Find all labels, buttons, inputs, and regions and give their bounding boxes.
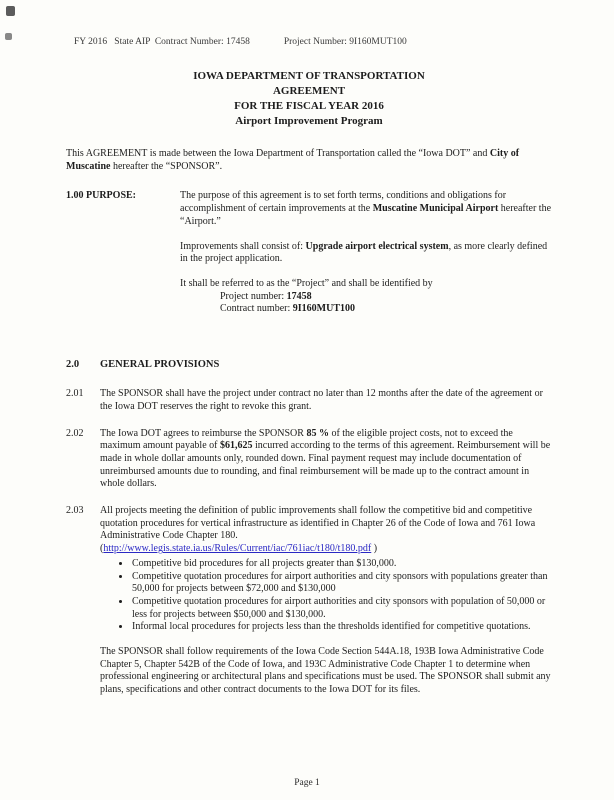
title-line-3: FOR THE FISCAL YEAR 2016 xyxy=(234,100,384,113)
closing-paragraph: The SPONSOR shall follow requirements of the Iowa Code Section 544A.18, 193B Iowa Administrative Code Chapter 5, Chapter 542B of the Code of Iowa, and 193C Administrative Code Chapter 1 to determine when professional engineering or architectural plans and specifications must be used. The SPONSOR shall submit any plans, specifications and other contract documents to the Iowa DOT for its files. xyxy=(100,645,551,696)
provision-intro xyxy=(100,505,552,556)
document-header xyxy=(66,36,552,48)
title-line-4: Airport Improvement Program xyxy=(235,115,383,128)
purpose-text: Improvements shall consist of: xyxy=(180,240,306,252)
title-line-1: IOWA DEPARTMENT OF TRANSPORTATION xyxy=(193,70,425,83)
provision-text: All projects meeting the definition of public improvements shall follow the competitive bid and competitive quotation procedures for vertical infrastructure as identified in Chapter 26 of the Code of Iowa and 761 Iowa Administrative Code Chapter 180. xyxy=(100,505,536,542)
section-number: 2.0 xyxy=(66,358,80,370)
page-footer xyxy=(0,777,614,789)
provision-2-02 xyxy=(66,428,552,491)
bullet-item: • Competitive quotation procedures for airport authorities and city sponsors with populations greater than 50,000 for projects between $72,000 and $130,000 xyxy=(131,571,552,596)
sponsor-name: City of Muscatine xyxy=(66,148,520,172)
provision-number: 2.03 xyxy=(66,505,84,517)
section-title: GENERAL PROVISIONS xyxy=(100,358,220,370)
project-number-value: 17458 xyxy=(286,290,312,302)
airport-name: Muscatine Municipal Airport xyxy=(372,203,499,215)
bullet-list xyxy=(100,558,552,634)
intro-text: hereafter the “SPONSOR”. xyxy=(110,160,223,172)
provision-number: 2.02 xyxy=(66,427,84,439)
provision-text: ) xyxy=(371,543,378,555)
provision-2-03 xyxy=(66,505,552,697)
scan-artifact xyxy=(5,33,12,40)
reimbursement-percentage: 85 % xyxy=(306,427,329,439)
rules-pdf-link[interactable]: http://www.legis.state.ia.us/Rules/Current/iac/761iac/t180/t180.pdf xyxy=(103,543,372,555)
purpose-text: , as more clearly defined in the project application. xyxy=(180,240,548,265)
contract-number-value: 9I160MUT100 xyxy=(292,303,355,315)
provision-text: incurred according to the terms of this agreement. Reimbursement will be made in whole dollar amounts only, rounded down. Final payment request may include documentation of unreimbursed amounts due to rounding, and final reimbursement will be made up to the contract amount in whole dollars. xyxy=(100,440,551,490)
project-number-line xyxy=(220,291,552,304)
project-number-label: Project number: xyxy=(220,290,287,302)
purpose-body xyxy=(180,190,552,316)
bullet-item: • Competitive bid procedures for all projects greater than $130,000. xyxy=(131,558,552,571)
intro-text: This AGREEMENT is made between the Iowa Department of Transportation called the “Iowa DOT” and xyxy=(66,148,490,160)
bullet-item: • Competitive quotation procedures for airport authorities and city sponsors with population of 50,000 or less for projects between $50,000 and $130,000. xyxy=(131,596,552,621)
page-number: Page 1 xyxy=(294,777,320,788)
provision-2-01 xyxy=(66,388,552,413)
purpose-section xyxy=(66,190,552,316)
title-line-2: AGREEMENT xyxy=(272,85,346,98)
bullet-item: • Informal local procedures for projects less than the thresholds identified for competitive quotations. xyxy=(131,621,552,634)
provision-body xyxy=(100,428,552,491)
provision-number: 2.01 xyxy=(66,388,84,400)
project-identification xyxy=(180,291,552,316)
purpose-text: The purpose of this agreement is to set forth terms, conditions and obligations for accomplishment of certain improvements at the xyxy=(180,190,507,215)
intro-paragraph xyxy=(66,148,552,173)
maximum-amount: $61,625 xyxy=(219,440,253,452)
provision-body: The SPONSOR shall have the project under contract no later than 12 months after the date of the agreement or the Iowa DOT reserves the right to revoke this grant. xyxy=(100,388,543,412)
purpose-paragraph-2 xyxy=(180,241,552,266)
provision-text: The Iowa DOT agrees to reimburse the SPONSOR xyxy=(100,427,307,439)
header-right-text: Project Number: 9I160MUT100 xyxy=(283,37,407,47)
provision-text: ( xyxy=(100,543,104,555)
purpose-text: It shall be referred to as the “Project” and shall be identified by xyxy=(180,277,433,289)
header-left-text: FY 2016 State AIP Contract Number: 17458 xyxy=(74,37,250,47)
improvement-description: Upgrade airport electrical system xyxy=(305,240,449,252)
provision-body xyxy=(100,505,552,697)
document-title xyxy=(66,69,552,129)
purpose-paragraph-1 xyxy=(180,190,552,228)
scan-artifact xyxy=(6,6,15,16)
general-provisions-heading xyxy=(66,358,552,371)
purpose-label: 1.00 PURPOSE: xyxy=(66,190,136,202)
contract-number-line xyxy=(220,303,552,316)
purpose-paragraph-3 xyxy=(180,278,552,291)
purpose-text: hereafter the “Airport.” xyxy=(180,203,552,227)
provision-text: of the eligible project costs, not to exceed the maximum amount payable of xyxy=(100,427,513,452)
contract-number-label: Contract number: xyxy=(220,303,293,315)
